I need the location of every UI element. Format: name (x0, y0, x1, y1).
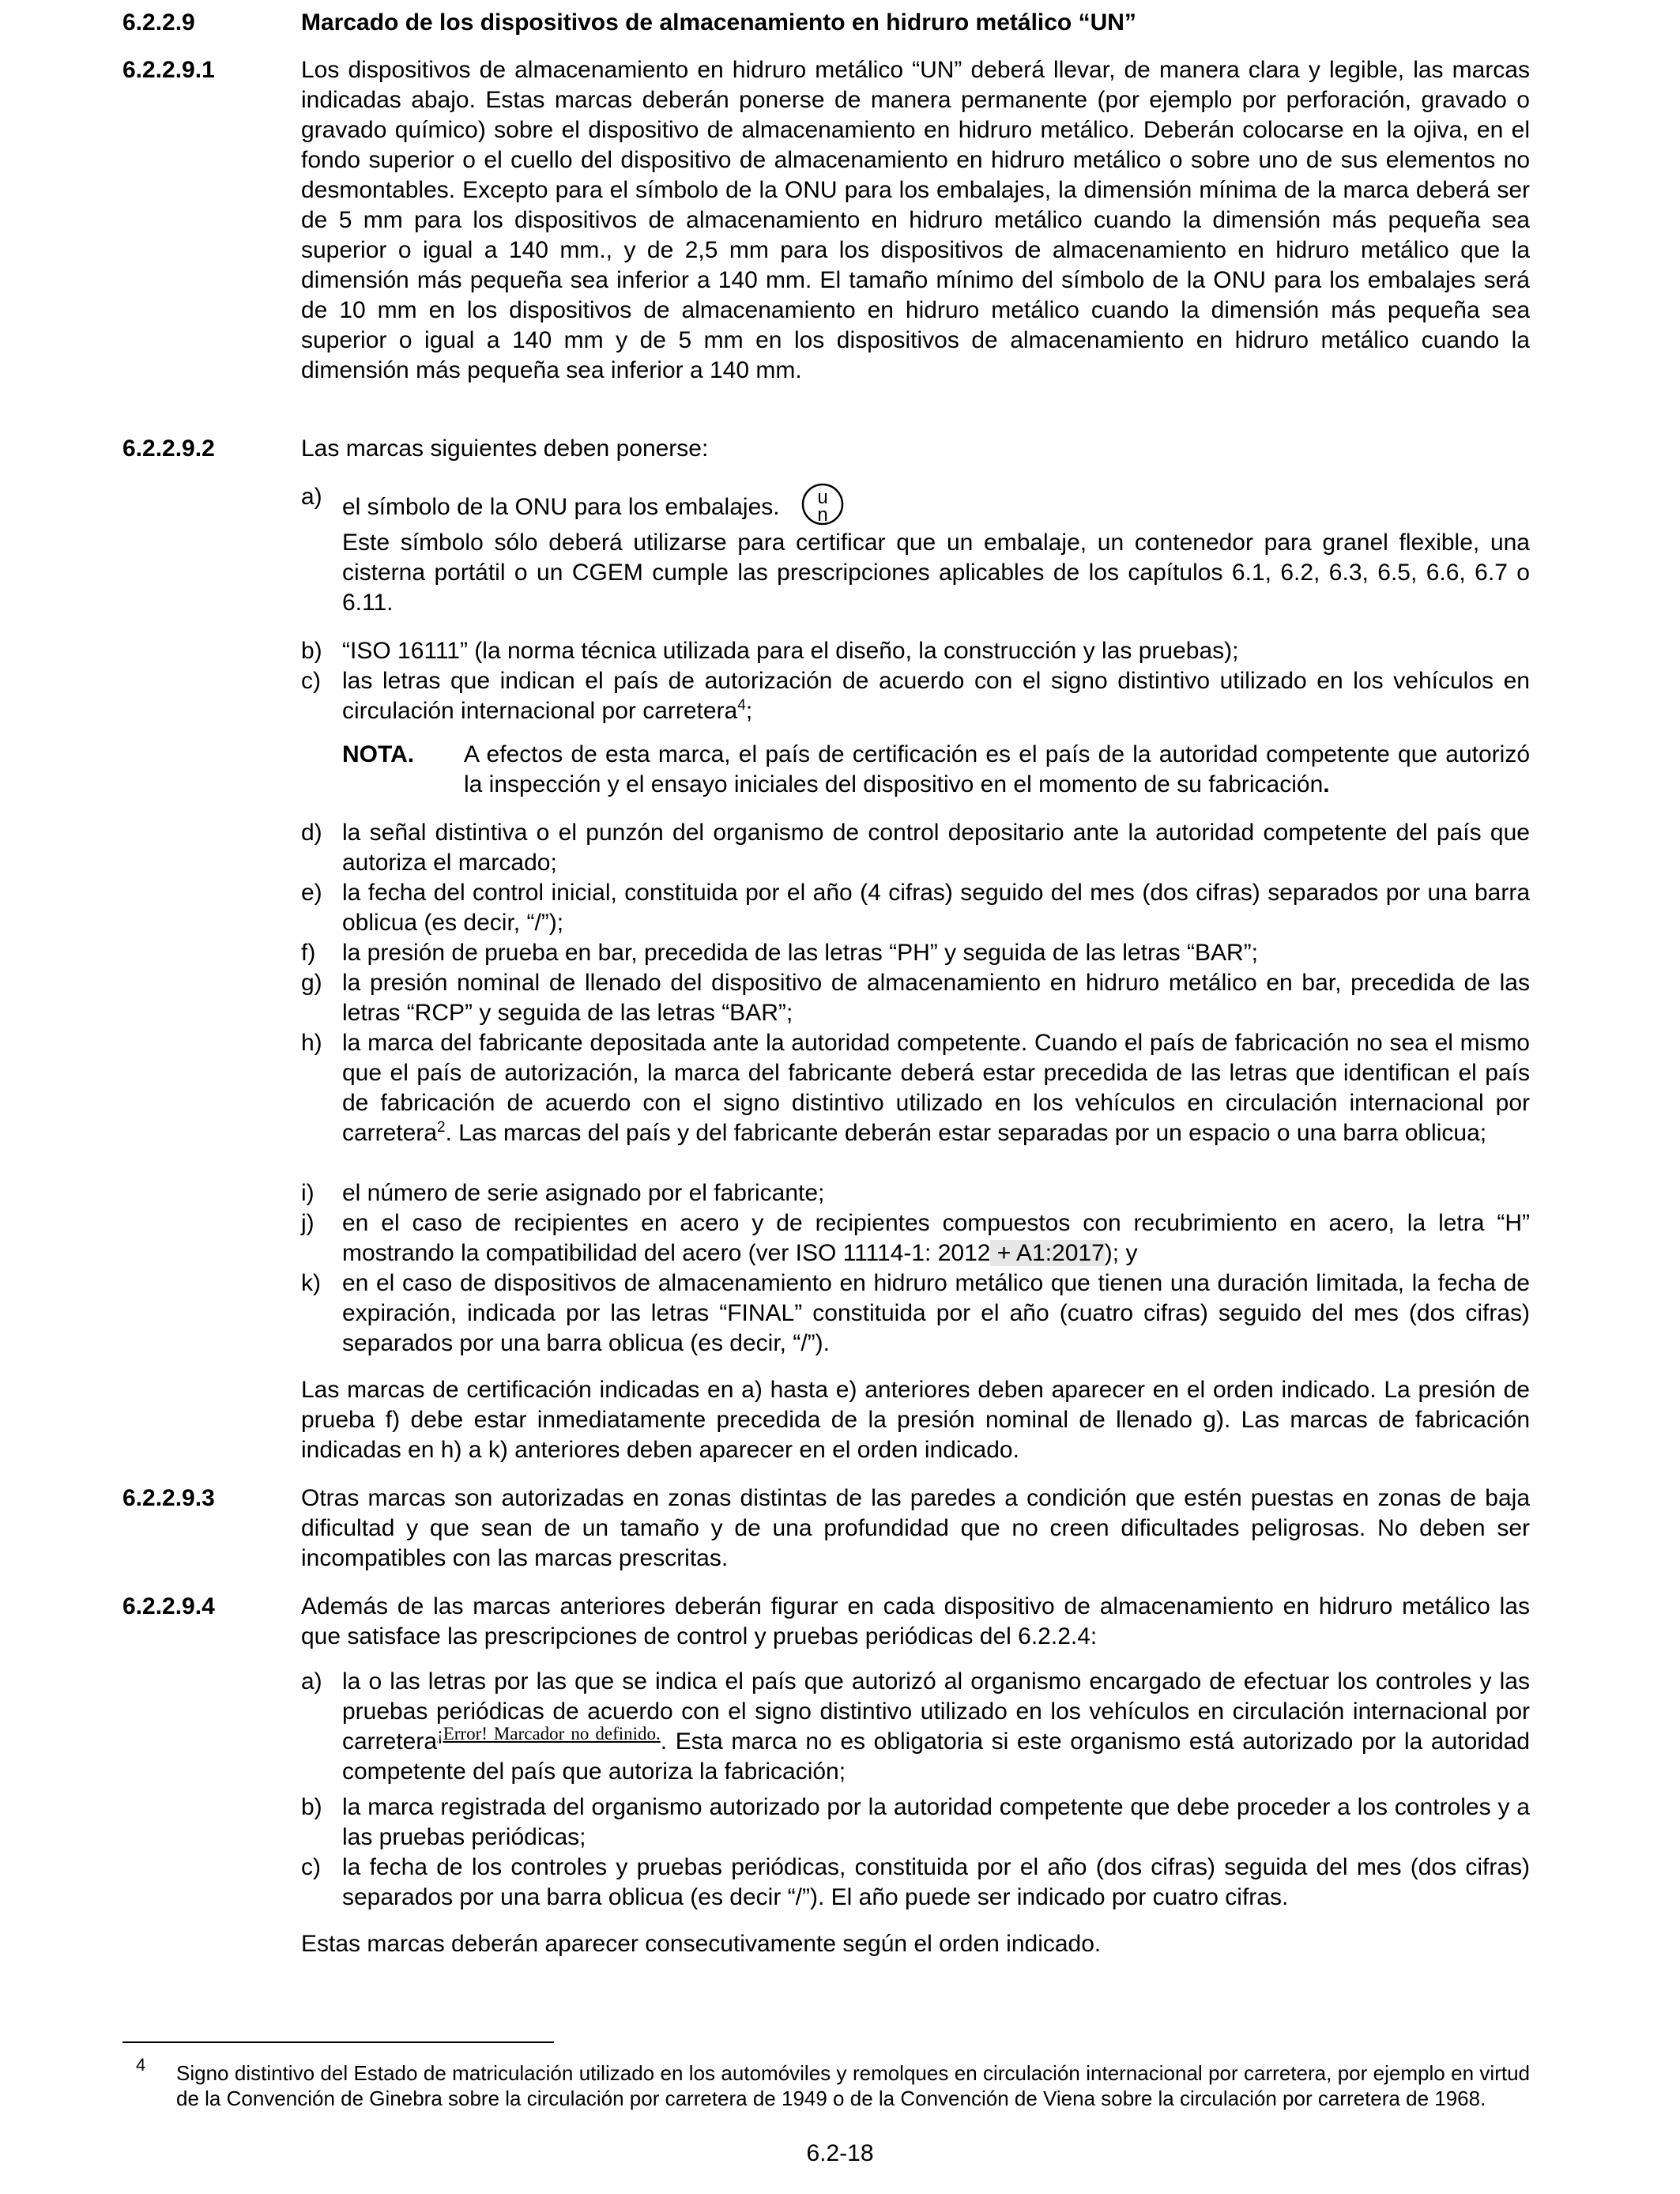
footnote-ref[interactable]: 4 (737, 697, 746, 714)
list-text-end: ); y (1104, 1240, 1138, 1266)
list-item-2a (301, 482, 1530, 534)
list-label: f) (301, 940, 316, 966)
paragraph-number-4: 6.2.2.9.4 (122, 1593, 215, 1619)
list-item-2d (301, 818, 1530, 878)
list-text-end: ; (745, 698, 753, 724)
list-text: la presión nominal de llenado del dispositivo de almacenamiento en hidruro metálico en bar, precedida de las letras “RCP” y seguida de las letras “BAR”; (342, 970, 1530, 1026)
paragraph-2-intro: Las marcas siguientes deben ponerse: (301, 435, 709, 462)
list-item-2k (301, 1269, 1530, 1359)
list-text: en el caso de recipientes en acero y de recipientes compuestos con recubrimiento en acero, la letra “H” mostrando la compatibilidad del acero (ver ISO 11114-1: 2012 (342, 1210, 1530, 1266)
list-text: la fecha del control inicial, constituida por el año (4 cifras) seguido del mes (dos cifras) separados por una barra oblicua (es decir, “/”); (342, 880, 1530, 936)
list-item-2c (301, 666, 1530, 726)
list-label: d) (301, 820, 322, 846)
list-text: la presión de prueba en bar, precedida de las letras “PH” y seguida de las letras “BAR”; (342, 940, 1258, 966)
list-label: c) (301, 668, 321, 694)
list-text: la o las letras por las que se indica el país que autorizó al organismo encargado de efectuar los controles y las pruebas periódicas de acuerdo con el signo distintivo utilizado en los vehículos en circulación internacional por carretera (342, 1668, 1530, 1755)
list-text-end: . Las marcas del país y del fabricante deberán estar separadas por un espacio o una barra oblicua; (445, 1120, 1487, 1146)
section-number: 6.2.2.9 (122, 9, 195, 36)
list-item-2i (301, 1178, 1530, 1208)
paragraph-2-closing: Las marcas de certificación indicadas en a) hasta e) anteriores deben aparecer en el orden indicado. La presión de prueba f) debe estar inmediatamente precedida de la presión nominal de llenado g). Las marcas de fabricación indicadas en h) a k) anteriores deben aparecer en el orden indicado. (301, 1377, 1530, 1463)
footnote-ref[interactable]: 2 (437, 1119, 446, 1136)
symbol-note: Este símbolo sólo deberá utilizarse para certificar que un embalaje, un contenedor para granel flexible, una cisterna portátil o un CGEM cumple las prescripciones aplicables de los capítulos 6.1, 6.2, 6.3, 6.5, 6.6, 6.7 o 6.11. (342, 530, 1530, 616)
list-label: b) (301, 638, 322, 664)
list-text: la fecha de los controles y pruebas periódicas, constituida por el año (dos cifras) seguida del mes (dos cifras) separados por una barra oblicua (es decir “/”). El año puede ser indicado por cuatro cifras. (342, 1854, 1530, 1910)
list-text: el símbolo de la ONU para los embalajes. (342, 493, 780, 520)
paragraph-4-closing: Estas marcas deberán aparecer consecutivamente según el orden indicado. (301, 1931, 1102, 1957)
list-text: las letras que indican el país de autorización de acuerdo con el signo distintivo utilizado en los vehículos en circulación internacional por carretera (342, 668, 1530, 724)
list-item-4c (301, 1853, 1530, 1913)
list-label: c) (301, 1854, 321, 1880)
list-item-2f (301, 938, 1530, 968)
paragraph-4-intro: Además de las marcas anteriores deberán figurar en cada dispositivo de almacenamiento en hidruro metálico las que satisface las prescripciones de control y pruebas periódicas del 6.2.2.4: (301, 1593, 1530, 1649)
highlighted-amendment: + A1:2017 (990, 1240, 1105, 1266)
nota-label: NOTA. (342, 741, 415, 767)
list-text: “ISO 16111” (la norma técnica utilizada para el diseño, la construcción y las pruebas); (342, 638, 1239, 664)
list-label: a) (301, 484, 322, 510)
list-text: la marca del fabricante depositada ante la autoridad competente. Cuando el país de fabricación no sea el mismo que el país de autorización, la marca del fabricante deberá estar precedida de las letras que identifican el país de fabricación de acuerdo con el signo distintivo utilizado en los vehículos en circulación internacional por carretera (342, 1030, 1530, 1146)
un-symbol-bottom: n (816, 504, 828, 526)
list-item-2g (301, 968, 1530, 1028)
list-item-4a (301, 1667, 1530, 1787)
nota-text: A efectos de esta marca, el país de certificación es el país de la autoridad competente que autorizó la inspección y el ensayo iniciales del dispositivo en el momento de su fabricación (464, 741, 1530, 797)
list-text: la marca registrada del organismo autorizado por la autoridad competente que debe proceder a los controles y a las pruebas periódicas; (342, 1794, 1530, 1850)
list-label: h) (301, 1030, 322, 1056)
list-item-2h (301, 1028, 1530, 1148)
list-label: i) (301, 1180, 315, 1206)
bookmark-error: ¡Error! Marcador no definido. (437, 1724, 661, 1744)
section-title: Marcado de los dispositivos de almacenamiento en hidruro metálico “UN” (301, 9, 1136, 36)
footnote-number: 4 (136, 2055, 146, 2075)
footnote-divider (122, 2041, 554, 2043)
list-text: en el caso de dispositivos de almacenamiento en hidruro metálico que tienen una duración limitada, la fecha de expiración, indicada por las letras “FINAL” constituida por el año (cuatro cifras) seguido del mes (dos cifras) separados por una barra oblicua (es decir, “/”). (342, 1270, 1530, 1356)
list-label: a) (301, 1668, 322, 1695)
list-item-2b (301, 636, 1530, 666)
list-item-4b (301, 1793, 1530, 1853)
list-text: la señal distintiva o el punzón del organismo de control depositario ante la autoridad competente del país que autoriza el marcado; (342, 820, 1530, 876)
list-label: e) (301, 880, 322, 906)
un-packaging-symbol-icon (800, 482, 845, 534)
un-symbol-top: u (816, 487, 828, 508)
list-label: g) (301, 970, 322, 996)
list-item-2j (301, 1208, 1530, 1269)
paragraph-1: Los dispositivos de almacenamiento en hidruro metálico “UN” deberá llevar, de manera clara y legible, las marcas indicadas abajo. Estas marcas deberán ponerse de manera permanente (por ejemplo por perforación, gravado o gravado químico) sobre el dispositivo de almacenamiento en hidruro metálico. Deberán colocarse en la ojiva, en el fondo superior o el cuello del dispositivo de almacenamiento en hidruro metálico o sobre uno de sus elementos no desmontables. Excepto para el símbolo de la ONU para los embalajes, la dimensión mínima de la marca deberá ser de 5 mm para los dispositivos de almacenamiento en hidruro metálico cuando la dimensión más pequeña sea superior o igual a 140 mm., y de 2,5 mm para los dispositivos de almacenamiento en hidruro metálico que la dimensión más pequeña sea inferior a 140 mm. El tamaño mínimo del símbolo de la ONU para los embalajes será de 10 mm en los dispositivos de almacenamiento en hidruro metálico cuando la dimensión más pequeña sea superior o igual a 140 mm y de 5 mm en los dispositivos de almacenamiento en hidruro metálico cuando la dimensión más pequeña sea inferior a 140 mm. (301, 57, 1530, 383)
list-label: b) (301, 1794, 322, 1820)
nota (342, 740, 1530, 800)
paragraph-number-3: 6.2.2.9.3 (122, 1485, 215, 1511)
list-label: j) (301, 1210, 315, 1236)
nota-end: . (1323, 771, 1330, 797)
page-number: 6.2-18 (806, 2140, 874, 2166)
list-text-end: . Esta marca no es obligatoria si este organismo está autorizado por la autoridad competente del país que autoriza la fabricación; (342, 1728, 1530, 1785)
list-label: k) (301, 1270, 321, 1296)
list-text: el número de serie asignado por el fabricante; (342, 1180, 825, 1206)
list-item-2e (301, 878, 1530, 938)
paragraph-number-2: 6.2.2.9.2 (122, 435, 215, 462)
paragraph-number-1: 6.2.2.9.1 (122, 57, 215, 83)
footnote-text: Signo distintivo del Estado de matriculación utilizado en los automóviles y remolques en circulación internacional por carretera, por ejemplo en virtud de la Convención de Ginebra sobre la circulación por carretera de 1949 o de la Convención de Viena sobre la circulación por carretera de 1968. (176, 2061, 1530, 2110)
paragraph-3: Otras marcas son autorizadas en zonas distintas de las paredes a condición que estén puestas en zonas de baja dificultad y que sean de un tamaño y de una profundidad que no creen dificultades peligrosas. No deben ser incompatibles con las marcas prescritas. (301, 1485, 1530, 1571)
